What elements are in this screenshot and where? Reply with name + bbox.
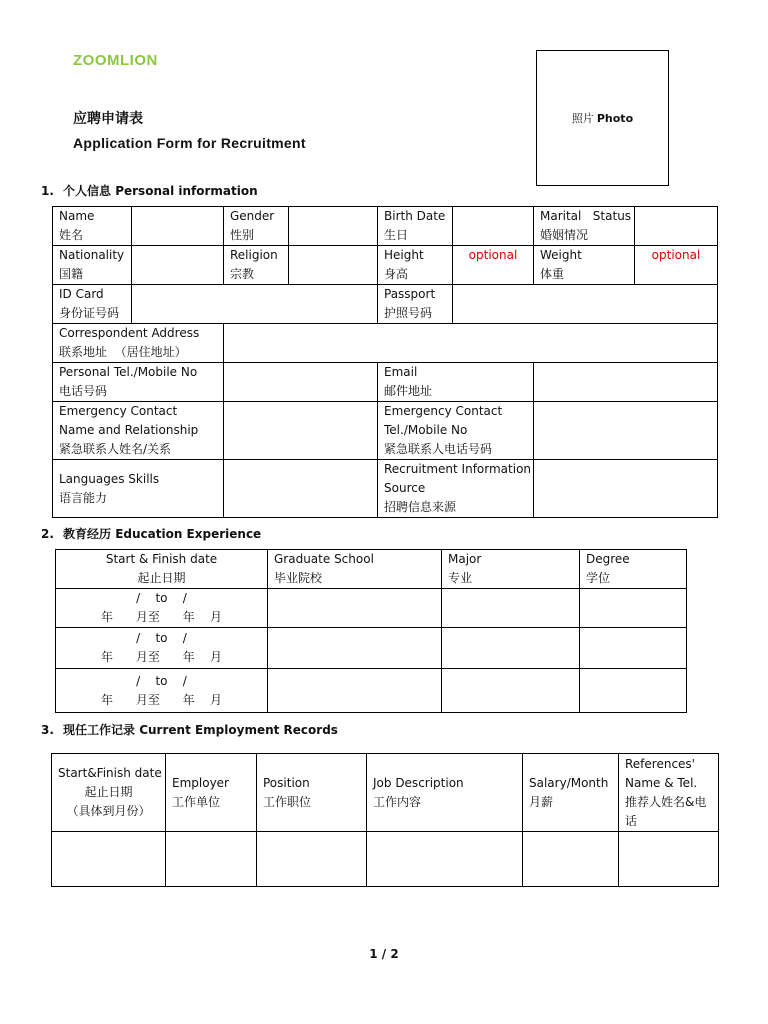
- birth-date-field[interactable]: [453, 207, 534, 246]
- emergency-tel-label: Emergency Contact Tel./Mobile No 紧急联系人电话号码: [378, 402, 534, 460]
- emp-employer-cell[interactable]: [166, 832, 257, 887]
- weight-field[interactable]: optional: [635, 246, 718, 285]
- height-label: Height 身高: [378, 246, 453, 285]
- id-card-label: ID Card 身份证号码: [53, 285, 132, 324]
- section-education-title: 2. 教育经历 Education Experience: [41, 527, 262, 541]
- photo-label-cn: 照片: [571, 112, 594, 125]
- photo-placeholder[interactable]: [536, 50, 669, 186]
- edu-major-cell[interactable]: [442, 628, 580, 669]
- edu-major-cell[interactable]: [442, 589, 580, 628]
- email-field[interactable]: [534, 363, 718, 402]
- emergency-contact-label: Emergency Contact Name and Relationship 紧急联系人姓名/关系: [53, 402, 224, 460]
- gender-field[interactable]: [289, 207, 378, 246]
- edu-date-cell[interactable]: / to / 年 月至 年 月: [56, 589, 268, 628]
- section-personal-title: 1. 个人信息 Personal information: [41, 184, 258, 198]
- emp-references-cell[interactable]: [619, 832, 719, 887]
- page-number: 1 / 2: [369, 947, 399, 961]
- emp-header-salary: Salary/Month 月薪: [523, 754, 619, 832]
- passport-field[interactable]: [453, 285, 718, 324]
- table-row: [52, 832, 719, 887]
- table-row: [56, 669, 687, 713]
- edu-school-cell[interactable]: [268, 669, 442, 713]
- tel-label: Personal Tel./Mobile No 电话号码: [53, 363, 224, 402]
- weight-label: Weight 体重: [534, 246, 635, 285]
- edu-header-school: Graduate School 毕业院校: [268, 550, 442, 589]
- edu-header-major: Major 专业: [442, 550, 580, 589]
- table-row: [56, 628, 687, 669]
- edu-school-cell[interactable]: [268, 628, 442, 669]
- nationality-label: Nationality 国籍: [53, 246, 132, 285]
- edu-date-cell[interactable]: / to / 年 月至 年 月: [56, 628, 268, 669]
- personal-info-table: [52, 206, 718, 518]
- edu-date-cell[interactable]: / to / 年 月至 年 月: [56, 669, 268, 713]
- section-employment-title: 3. 现任工作记录 Current Employment Records: [41, 723, 338, 737]
- education-table: [55, 549, 687, 713]
- recruitment-source-label: Recruitment Information Source 招聘信息来源: [378, 460, 534, 518]
- edu-header-degree: Degree 学位: [580, 550, 687, 589]
- birth-date-label: Birth Date 生日: [378, 207, 453, 246]
- emp-header-date: Start&Finish date 起止日期 （具体到月份）: [52, 754, 166, 832]
- id-card-field[interactable]: [132, 285, 378, 324]
- email-label: Email 邮件地址: [378, 363, 534, 402]
- company-logo: ZOOMLION: [73, 52, 158, 69]
- passport-label: Passport 护照号码: [378, 285, 453, 324]
- emergency-tel-field[interactable]: [534, 402, 718, 460]
- photo-label-en: Photo: [596, 111, 634, 125]
- emp-header-job-description: Job Description 工作内容: [367, 754, 523, 832]
- emergency-contact-field[interactable]: [224, 402, 378, 460]
- address-label: Correspondent Address 联系地址 （居住地址）: [53, 324, 224, 363]
- languages-field[interactable]: [224, 460, 378, 518]
- marital-status-field[interactable]: [635, 207, 718, 246]
- table-row: [56, 589, 687, 628]
- name-field[interactable]: [132, 207, 224, 246]
- emp-header-employer: Employer 工作单位: [166, 754, 257, 832]
- edu-degree-cell[interactable]: [580, 669, 687, 713]
- form-title-en: Application Form for Recruitment: [73, 135, 306, 151]
- emp-salary-cell[interactable]: [523, 832, 619, 887]
- emp-job-cell[interactable]: [367, 832, 523, 887]
- edu-degree-cell[interactable]: [580, 589, 687, 628]
- height-field[interactable]: optional: [453, 246, 534, 285]
- emp-header-references: References' Name & Tel. 推荐人姓名&电 话: [619, 754, 719, 832]
- edu-major-cell[interactable]: [442, 669, 580, 713]
- edu-header-date: Start & Finish date 起止日期: [56, 550, 268, 589]
- employment-table: [51, 753, 719, 887]
- gender-label: Gender 性别: [224, 207, 289, 246]
- emp-header-position: Position 工作职位: [257, 754, 367, 832]
- name-label: Name 姓名: [53, 207, 132, 246]
- emp-date-cell[interactable]: [52, 832, 166, 887]
- religion-label: Religion 宗教: [224, 246, 289, 285]
- tel-field[interactable]: [224, 363, 378, 402]
- languages-label: Languages Skills 语言能力: [53, 460, 224, 518]
- marital-status-label: Marital Status 婚姻情况: [534, 207, 635, 246]
- address-field[interactable]: [224, 324, 718, 363]
- nationality-field[interactable]: [132, 246, 224, 285]
- edu-degree-cell[interactable]: [580, 628, 687, 669]
- form-title-cn: 应聘申请表: [73, 111, 143, 127]
- edu-school-cell[interactable]: [268, 589, 442, 628]
- emp-position-cell[interactable]: [257, 832, 367, 887]
- religion-field[interactable]: [289, 246, 378, 285]
- recruitment-source-field[interactable]: [534, 460, 718, 518]
